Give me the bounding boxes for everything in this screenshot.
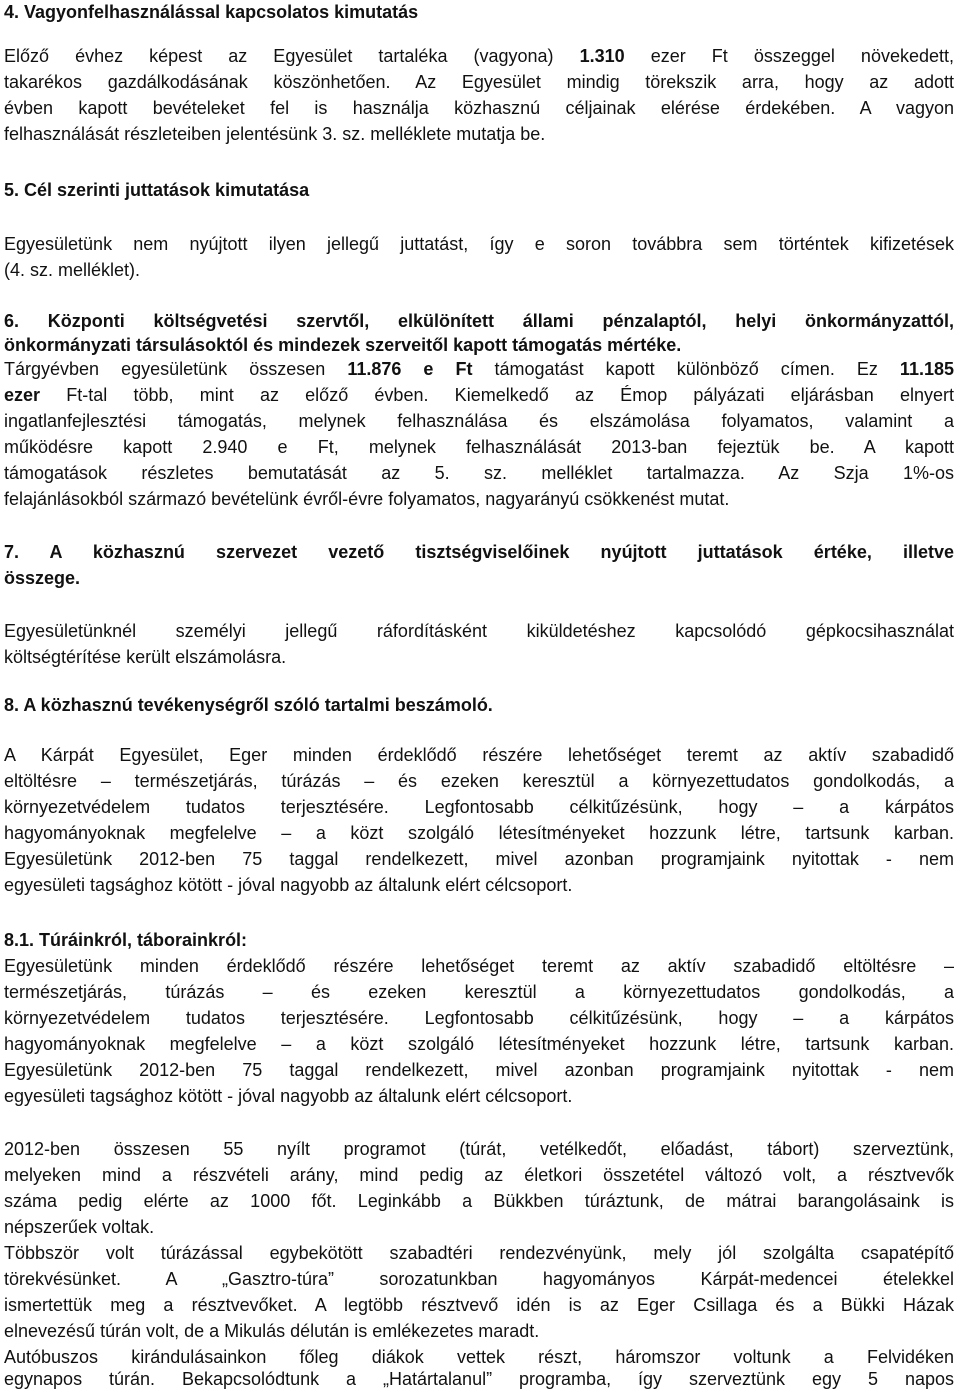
text-run: Többször volt túrázással egybekötött szabadtéri rendezvényünk, mely jól szolgálta csapatépítő — [4, 1243, 954, 1263]
text-run: egyesületi tagsághoz kötött - jóval nagyobb az általunk elért célcsoport. — [4, 875, 573, 895]
paragraph-line — [4, 260, 140, 280]
paragraph-line — [4, 823, 954, 843]
paragraph-line — [4, 771, 954, 791]
paragraph-line — [4, 72, 954, 92]
paragraph-line — [4, 411, 954, 431]
paragraph-line — [4, 1321, 539, 1341]
paragraph-line — [4, 124, 545, 144]
text-run: népszerűek voltak. — [4, 1217, 155, 1237]
text-run: hagyományoknak megfelelve – a közt szolgáló létesítményeket hozzunk létre, tartsunk karban. — [4, 1034, 954, 1054]
text-run: támogatást kapott különböző címen. Ez — [472, 359, 900, 379]
section-8-1-heading: 8.1. Túráinkról, táborainkról: — [4, 930, 248, 950]
section-6-heading: 6. Központi költségvetési szervtől, elkülönített állami pénzalaptól, helyi önkormányzattól, — [4, 311, 954, 331]
paragraph-line — [4, 1165, 954, 1185]
text-run: Egyesületünk 2012-ben 75 taggal rendelkezett, mivel azonban programjaink nyitottak - nem — [4, 849, 954, 869]
text-run: Autóbuszos kirándulásainkon főleg diákok vettek részt, háromszor voltunk a Felvidéken — [4, 1347, 954, 1367]
text-run: környezetvédelem tudatos terjesztésére. Legfontosabb célkitűzésünk, hogy – a kárpátos — [4, 1008, 954, 1028]
text-run: melyeken mind a részvételi arány, mind pedig az életkori összetétel változó volt, a résztvevők — [4, 1165, 954, 1185]
text-run: felhasználását részleteiben jelentésünk 3. sz. melléklete mutatja be. — [4, 124, 546, 144]
paragraph-line — [4, 797, 954, 817]
section-5-heading: 5. Cél szerinti juttatások kimutatása — [4, 180, 310, 200]
section-4-heading: 4. Vagyonfelhasználással kapcsolatos kimutatás — [4, 2, 419, 22]
text-run: ingatlanfejlesztési támogatás, melynek felhasználása és elszámolása folyamatos, valamint a — [4, 411, 954, 431]
text-run: törekvésünket. A „Gasztro-túra” sorozatunkban hagyományos Kárpát-medencei ételekkel — [4, 1269, 954, 1289]
text-run: ezer Ft összeggel növekedett, — [624, 46, 954, 66]
paragraph-line — [4, 1243, 954, 1263]
text-run: Egyesületünknél személyi jellegű ráfordításként kiküldetéshez kapcsolódó gépkocsihasználat — [4, 621, 954, 641]
paragraph-line — [4, 437, 954, 457]
paragraph-line — [4, 956, 954, 976]
text-run: eltöltésre – természetjárás, túrázás – és ezeken keresztül a környezettudatos gondolkodás, a — [4, 771, 954, 791]
paragraph-line — [4, 1008, 954, 1028]
text-run: A Kárpát Egyesület, Eger minden érdeklődő részére lehetőséget teremt az aktív szabadidő — [4, 745, 954, 765]
paragraph-line — [4, 234, 954, 254]
paragraph-line — [4, 98, 954, 118]
text-run: Egyesületünk nem nyújtott ilyen jellegű juttatást, így e soron továbbra sem történtek kifizetések — [4, 234, 954, 254]
text-run: Egyesületünk minden érdeklődő részére lehetőséget teremt az aktív szabadidő eltöltésre – — [4, 956, 954, 976]
text-run: ismertettük meg a résztvevőket. A legtöbb résztvevő idén is az Eger Csillaga és a Bükki Házak — [4, 1295, 954, 1315]
text-run: évben kapott bevételeket fel is használja közhasznú céljainak elérése érdekében. A vagyon — [4, 98, 954, 118]
paragraph-line — [4, 1034, 954, 1054]
paragraph-line — [4, 647, 286, 667]
paragraph-line — [4, 982, 954, 1002]
text-run: száma pedig elérte az 1000 főt. Leginkább a Bükkben túráztunk, de mátrai barangolásaink is — [4, 1191, 954, 1211]
text-run: természetjárás, túrázás – és ezeken keresztül a környezettudatos gondolkodás, a — [4, 982, 954, 1002]
paragraph-line — [4, 621, 954, 641]
text-run: Előző évhez képest az Egyesület tartaléka (vagyona) — [4, 46, 580, 66]
paragraph-line — [4, 745, 954, 765]
text-run: Ft-tal több, mint az előző évben. Kiemelkedő az Émop pályázati eljárásban elnyert — [40, 385, 954, 405]
bold-text: ezer — [4, 385, 41, 405]
paragraph-line — [4, 1060, 954, 1080]
paragraph-line — [4, 849, 954, 869]
text-run: támogatások részletes bemutatását az 5. sz. melléklet tartalmazza. Az Szja 1%-os — [4, 463, 954, 483]
text-run: környezetvédelem tudatos terjesztésére. Legfontosabb célkitűzésünk, hogy – a kárpátos — [4, 797, 954, 817]
paragraph-line — [4, 1139, 954, 1159]
paragraph-line — [4, 359, 954, 379]
text-run: 2012-ben összesen 55 nyílt programot (túrát, vetélkedőt, előadást, tábort) szerveztünk, — [4, 1139, 954, 1159]
paragraph-line — [4, 1295, 954, 1315]
bold-text: 11.185 — [899, 359, 954, 379]
text-run: takarékos gazdálkodásának köszönhetően. Az Egyesület mindig törekszik arra, hogy az adott — [4, 72, 954, 92]
section-6-heading-cont: önkormányzati társulásoktól és mindezek szerveitől kapott támogatás mértéke. — [4, 335, 682, 355]
text-run: Egyesületünk 2012-ben 75 taggal rendelkezett, mivel azonban programjaink nyitottak - nem — [4, 1060, 954, 1080]
text-run: egynapos túrán. Bekapcsolódtunk a „Határtalanul” programba, így szerveztünk egy 5 napos — [4, 1369, 954, 1389]
paragraph-line — [4, 1269, 954, 1289]
paragraph-line — [4, 1217, 154, 1237]
text-run: hagyományoknak megfelelve – a közt szolgáló létesítményeket hozzunk létre, tartsunk karban. — [4, 823, 954, 843]
text-run: felajánlásokból származó bevételünk évről-évre folyamatos, nagyarányú csökkenést mutat. — [4, 489, 730, 509]
section-7-heading: 7. A közhasznú szervezet vezető tisztségviselőinek nyújtott juttatások értéke, illetve — [4, 542, 954, 562]
section-7-heading-cont: összege. — [4, 568, 81, 588]
paragraph-line — [4, 875, 572, 895]
bold-text: 11.876 e Ft — [347, 359, 473, 379]
text-run: (4. sz. melléklet). — [4, 260, 141, 280]
section-8-heading: 8. A közhasznú tevékenységről szóló tartalmi beszámoló. — [4, 695, 493, 715]
paragraph-line — [4, 463, 954, 483]
text-run: Tárgyévben egyesületünk összesen — [4, 359, 348, 379]
paragraph-line — [4, 1347, 954, 1367]
paragraph-line — [4, 1369, 954, 1389]
paragraph-line — [4, 46, 954, 66]
text-run: egyesületi tagsághoz kötött - jóval nagyobb az általunk elért célcsoport. — [4, 1086, 573, 1106]
text-run: működésre kapott 2.940 e Ft, melynek felhasználását 2013-ban fejeztük be. A kapott — [4, 437, 954, 457]
text-run: költségtérítése került elszámolásra. — [4, 647, 287, 667]
paragraph-line — [4, 1086, 572, 1106]
paragraph-line — [4, 385, 954, 405]
paragraph-line — [4, 1191, 954, 1211]
text-run: elnevezésű túrán volt, de a Mikulás délután is emlékezetes maradt. — [4, 1321, 540, 1341]
paragraph-line — [4, 489, 729, 509]
bold-text: 1.310 — [579, 46, 625, 66]
